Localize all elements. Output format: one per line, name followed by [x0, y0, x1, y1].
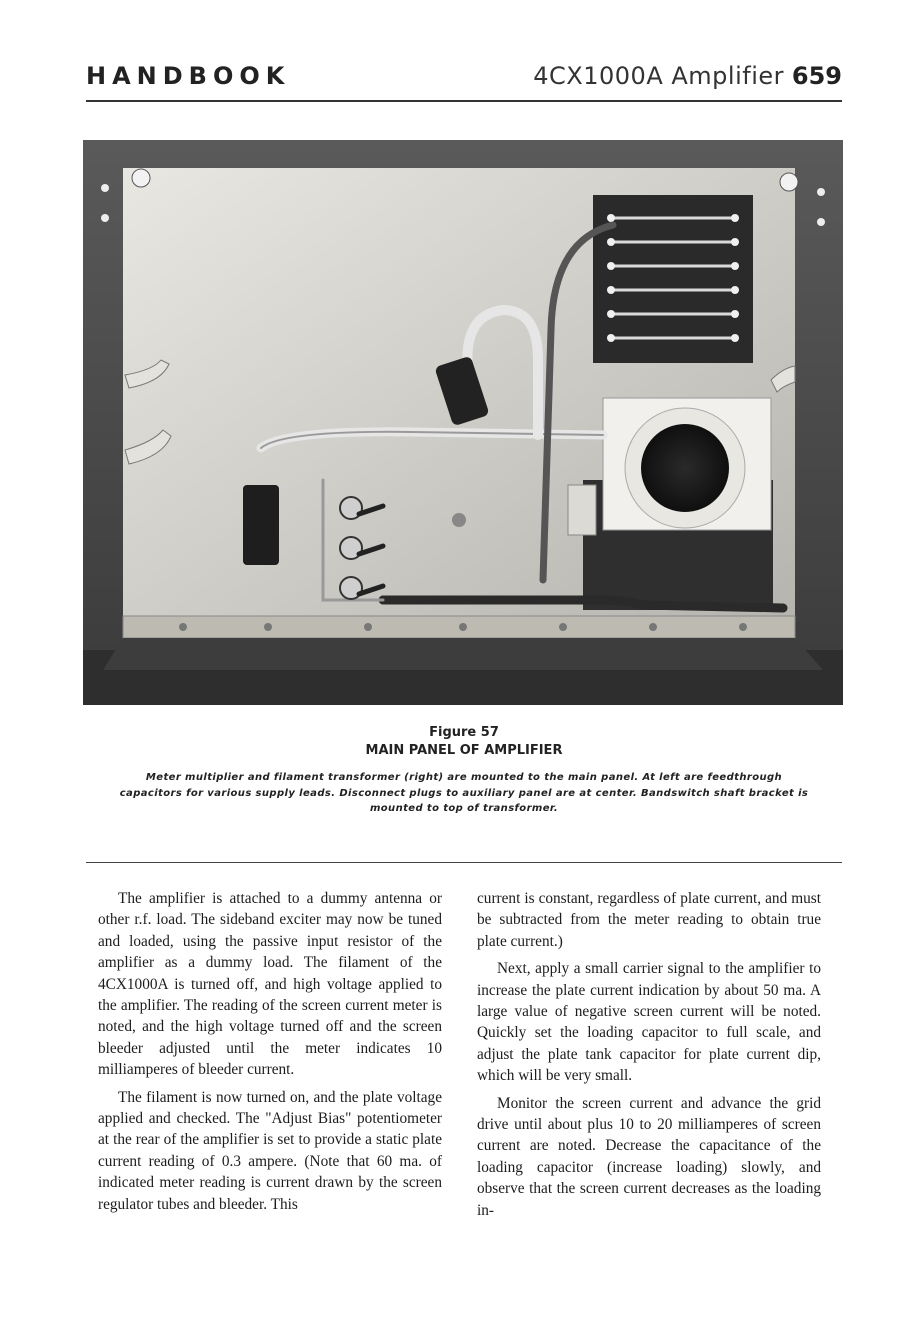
page-number: 659 — [791, 62, 842, 90]
paragraph: current is constant, regardless of plate current, and must be subtracted from the meter reading to obtain true plate current.) — [477, 890, 821, 950]
disconnect-plug-left — [243, 485, 279, 565]
paragraph: Next, apply a small carrier signal to the amplifier to increase the plate current indication by about 50 ma. A large value of negative screen current will be noted. Quickly set the loading capacitor to full scale, and adjust the plate tank capacitor for plate current dip, which will be very small. — [477, 960, 821, 1085]
corner-screw-left — [132, 169, 150, 187]
dial-knob — [641, 424, 729, 512]
paragraph: The amplifier is attached to a dummy antenna or other r.f. load. The sideband exciter may now be tuned and loaded, using the passive input resistor of the amplifier as a dummy load. The filament of the 4CX1000A is turned off, and high voltage applied to the amplifier. The reading of the screen current meter is noted, and the high voltage turned off and the screen bleeder adjusted until the meter indicates 10 milliamperes of bleeder current. — [98, 890, 442, 1079]
figure-caption — [86, 724, 842, 817]
amplifier-panel-photo — [83, 130, 843, 705]
page-header — [86, 62, 842, 98]
caption-rule — [86, 862, 842, 863]
paragraph: Monitor the screen current and advance the grid drive until about plus 10 to 20 milliamperes of screen current are noted. Decrease the capacitance of the loading capacitor (increase loading) slowly, and observe that the screen current decreases as the loading in- — [477, 1094, 821, 1219]
header-rule — [86, 100, 842, 102]
corner-screw-right — [780, 173, 798, 191]
figure-description: Meter multiplier and filament transformer (right) are mounted to the main panel. At left are feedthrough capacitors for various supply leads. Disconnect plugs to auxiliary panel are at center. Bandswitch shaft bracket is mounted to top of transformer. — [119, 772, 809, 814]
figure-label: Figure 57 — [429, 725, 499, 740]
figure-title: MAIN PANEL OF AMPLIFIER — [365, 743, 563, 758]
meter-multiplier-board — [593, 195, 753, 363]
text-column-right — [477, 888, 821, 1221]
page-title: 4CX1000A Amplifier — [533, 62, 784, 90]
running-head: HANDBOOK — [86, 62, 291, 90]
paragraph: The filament is now turned on, and the plate voltage applied and checked. The "Adjust Bias" potentiometer at the rear of the amplifier is set to provide a static plate current reading of 0.3 ampere. (Note that 60 ma. of indicated meter reading is current drawn by the screen regulator tubes and bleeder. This — [98, 1088, 442, 1213]
text-column-left — [98, 888, 442, 1215]
